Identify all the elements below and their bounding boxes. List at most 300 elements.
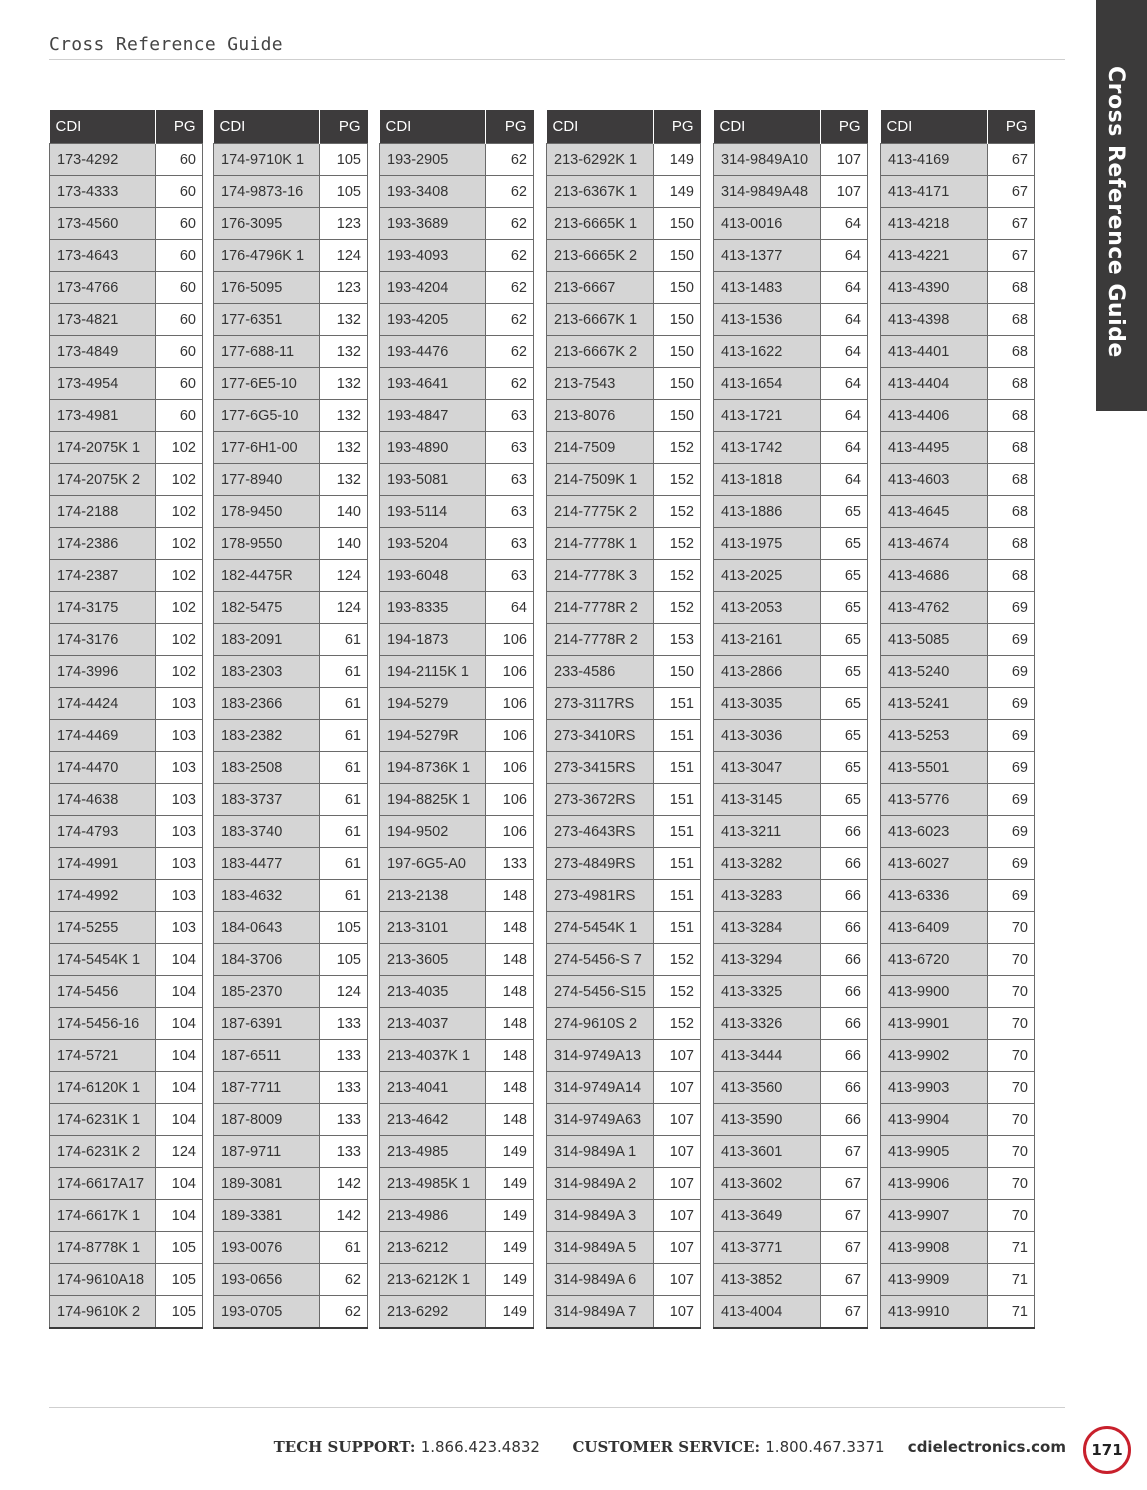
table-row bbox=[214, 880, 368, 912]
pg-column-header: PG bbox=[821, 110, 868, 144]
cdi-part-number: 174-4638 bbox=[50, 784, 156, 816]
page-reference: 142 bbox=[320, 1168, 368, 1200]
cdi-part-number: 274-5456-S15 bbox=[547, 976, 654, 1008]
table-row bbox=[214, 336, 368, 368]
page-reference: 65 bbox=[821, 720, 868, 752]
table-row bbox=[881, 560, 1035, 592]
cdi-part-number: 413-3326 bbox=[714, 1008, 821, 1040]
cdi-part-number: 413-9910 bbox=[881, 1296, 988, 1329]
table-header-row bbox=[881, 110, 1035, 144]
table-row bbox=[714, 784, 868, 816]
page-reference: 66 bbox=[821, 1104, 868, 1136]
cdi-part-number: 174-4469 bbox=[50, 720, 156, 752]
cdi-part-number: 177-6E5-10 bbox=[214, 368, 320, 400]
table-row bbox=[380, 240, 534, 272]
table-row bbox=[380, 976, 534, 1008]
page-reference: 67 bbox=[821, 1232, 868, 1264]
page-reference: 66 bbox=[821, 880, 868, 912]
table-row bbox=[881, 1072, 1035, 1104]
page-reference: 132 bbox=[320, 336, 368, 368]
table-row bbox=[714, 848, 868, 880]
cdi-part-number: 174-2075K 1 bbox=[50, 432, 156, 464]
table-row bbox=[881, 240, 1035, 272]
page-reference: 67 bbox=[821, 1136, 868, 1168]
page-reference: 102 bbox=[156, 656, 203, 688]
cdi-part-number: 189-3081 bbox=[214, 1168, 320, 1200]
page-reference: 133 bbox=[320, 1104, 368, 1136]
page-reference: 152 bbox=[654, 592, 701, 624]
cdi-part-number: 413-5253 bbox=[881, 720, 988, 752]
table-row bbox=[547, 688, 701, 720]
cdi-part-number: 184-0643 bbox=[214, 912, 320, 944]
cdi-part-number: 177-6G5-10 bbox=[214, 400, 320, 432]
table-row bbox=[50, 560, 203, 592]
table-row bbox=[714, 464, 868, 496]
table-row bbox=[881, 784, 1035, 816]
cdi-part-number: 413-9903 bbox=[881, 1072, 988, 1104]
page-reference: 64 bbox=[486, 592, 534, 624]
cdi-part-number: 413-4398 bbox=[881, 304, 988, 336]
page-number: 171 bbox=[1083, 1426, 1131, 1474]
page-reference: 68 bbox=[987, 336, 1034, 368]
page-reference: 148 bbox=[486, 1008, 534, 1040]
table-row bbox=[714, 304, 868, 336]
cdi-part-number: 193-6048 bbox=[380, 560, 486, 592]
cdi-part-number: 413-4171 bbox=[881, 176, 988, 208]
cdi-part-number: 413-4762 bbox=[881, 592, 988, 624]
page-reference: 67 bbox=[821, 1200, 868, 1232]
cdi-part-number: 413-1818 bbox=[714, 464, 821, 496]
page-reference: 133 bbox=[320, 1040, 368, 1072]
page-reference: 68 bbox=[987, 304, 1034, 336]
cdi-part-number: 182-4475R bbox=[214, 560, 320, 592]
table-row bbox=[881, 208, 1035, 240]
cdi-part-number: 413-5240 bbox=[881, 656, 988, 688]
table-row bbox=[380, 528, 534, 560]
table-row bbox=[547, 1136, 701, 1168]
page-reference: 149 bbox=[486, 1200, 534, 1232]
table-row bbox=[214, 592, 368, 624]
cdi-part-number: 213-6367K 1 bbox=[547, 176, 654, 208]
page-reference: 104 bbox=[156, 976, 203, 1008]
table-row bbox=[547, 208, 701, 240]
cdi-part-number: 314-9749A14 bbox=[547, 1072, 654, 1104]
page-reference: 132 bbox=[320, 400, 368, 432]
page-reference: 68 bbox=[987, 528, 1034, 560]
cdi-column-header: CDI bbox=[881, 110, 988, 144]
page-reference: 70 bbox=[987, 976, 1034, 1008]
page-reference: 133 bbox=[486, 848, 534, 880]
table-row bbox=[547, 432, 701, 464]
table-row bbox=[50, 1008, 203, 1040]
page-reference: 104 bbox=[156, 944, 203, 976]
cdi-part-number: 413-9905 bbox=[881, 1136, 988, 1168]
cdi-part-number: 413-4686 bbox=[881, 560, 988, 592]
table-header-row bbox=[380, 110, 534, 144]
page-reference: 63 bbox=[486, 528, 534, 560]
table-row bbox=[547, 400, 701, 432]
table-row bbox=[714, 1072, 868, 1104]
table-row bbox=[547, 592, 701, 624]
table-row bbox=[881, 464, 1035, 496]
table-row bbox=[380, 1232, 534, 1264]
cdi-part-number: 184-3706 bbox=[214, 944, 320, 976]
pg-column-header: PG bbox=[654, 110, 701, 144]
cdi-part-number: 213-3605 bbox=[380, 944, 486, 976]
page-reference: 69 bbox=[987, 752, 1034, 784]
cdi-part-number: 174-9873-16 bbox=[214, 176, 320, 208]
table-row bbox=[881, 656, 1035, 688]
page-reference: 71 bbox=[987, 1296, 1034, 1329]
page-reference: 150 bbox=[654, 336, 701, 368]
page-reference: 64 bbox=[821, 336, 868, 368]
cdi-part-number: 174-8778K 1 bbox=[50, 1232, 156, 1264]
cdi-part-number: 174-9610A18 bbox=[50, 1264, 156, 1296]
cdi-part-number: 214-7775K 2 bbox=[547, 496, 654, 528]
cdi-column-header: CDI bbox=[380, 110, 486, 144]
table-row bbox=[714, 528, 868, 560]
cdi-part-number: 183-4632 bbox=[214, 880, 320, 912]
page-reference: 65 bbox=[821, 752, 868, 784]
customer-service-number: 1.800.467.3371 bbox=[765, 1438, 885, 1456]
table-row bbox=[547, 976, 701, 1008]
cdi-part-number: 413-3282 bbox=[714, 848, 821, 880]
table-row bbox=[714, 944, 868, 976]
table-row bbox=[214, 176, 368, 208]
page-reference: 60 bbox=[156, 272, 203, 304]
cdi-part-number: 413-3325 bbox=[714, 976, 821, 1008]
table-row bbox=[50, 1168, 203, 1200]
page-reference: 67 bbox=[987, 208, 1034, 240]
cdi-part-number: 413-4004 bbox=[714, 1296, 821, 1329]
cdi-part-number: 413-1886 bbox=[714, 496, 821, 528]
table-row bbox=[50, 400, 203, 432]
cdi-part-number: 314-9849A 2 bbox=[547, 1168, 654, 1200]
cdi-part-number: 413-9908 bbox=[881, 1232, 988, 1264]
cdi-part-number: 193-4476 bbox=[380, 336, 486, 368]
table-row bbox=[881, 976, 1035, 1008]
table-row bbox=[714, 1296, 868, 1329]
page-reference: 107 bbox=[654, 1264, 701, 1296]
page-reference: 140 bbox=[320, 528, 368, 560]
page-reference: 140 bbox=[320, 496, 368, 528]
page-reference: 103 bbox=[156, 816, 203, 848]
table-row bbox=[714, 1232, 868, 1264]
cdi-part-number: 174-4793 bbox=[50, 816, 156, 848]
table-row bbox=[50, 1136, 203, 1168]
table-row bbox=[380, 304, 534, 336]
table-row bbox=[214, 1296, 368, 1329]
cdi-part-number: 193-4890 bbox=[380, 432, 486, 464]
table-row bbox=[547, 752, 701, 784]
table-row bbox=[714, 752, 868, 784]
table-row bbox=[50, 752, 203, 784]
page-reference: 133 bbox=[320, 1136, 368, 1168]
cdi-part-number: 413-3294 bbox=[714, 944, 821, 976]
table-row bbox=[214, 528, 368, 560]
page-reference: 105 bbox=[320, 912, 368, 944]
cdi-part-number: 413-9904 bbox=[881, 1104, 988, 1136]
table-row bbox=[714, 1104, 868, 1136]
page-reference: 67 bbox=[987, 240, 1034, 272]
cdi-part-number: 174-2075K 2 bbox=[50, 464, 156, 496]
page-reference: 152 bbox=[654, 432, 701, 464]
page-reference: 68 bbox=[987, 368, 1034, 400]
table-row bbox=[714, 1040, 868, 1072]
table-row bbox=[881, 1008, 1035, 1040]
table-row bbox=[380, 1168, 534, 1200]
page-reference: 60 bbox=[156, 336, 203, 368]
table-row bbox=[714, 272, 868, 304]
page-reference: 69 bbox=[987, 784, 1034, 816]
table-row bbox=[380, 880, 534, 912]
cdi-part-number: 413-4221 bbox=[881, 240, 988, 272]
cdi-part-number: 183-4477 bbox=[214, 848, 320, 880]
page-reference: 107 bbox=[821, 144, 868, 176]
page-reference: 152 bbox=[654, 496, 701, 528]
cdi-part-number: 174-5456 bbox=[50, 976, 156, 1008]
page-reference: 149 bbox=[486, 1232, 534, 1264]
table-row bbox=[50, 496, 203, 528]
cdi-part-number: 174-4424 bbox=[50, 688, 156, 720]
cdi-part-number: 314-9749A13 bbox=[547, 1040, 654, 1072]
cdi-part-number: 197-6G5-A0 bbox=[380, 848, 486, 880]
page-reference: 124 bbox=[320, 976, 368, 1008]
page-reference: 61 bbox=[320, 656, 368, 688]
cdi-part-number: 274-5456-S 7 bbox=[547, 944, 654, 976]
page-reference: 60 bbox=[156, 304, 203, 336]
page-reference: 62 bbox=[486, 368, 534, 400]
cdi-part-number: 413-4390 bbox=[881, 272, 988, 304]
cdi-part-number: 273-4849RS bbox=[547, 848, 654, 880]
table-row bbox=[547, 912, 701, 944]
table-row bbox=[380, 432, 534, 464]
table-row bbox=[214, 240, 368, 272]
table-row bbox=[380, 1040, 534, 1072]
cdi-part-number: 413-4603 bbox=[881, 464, 988, 496]
page-reference: 102 bbox=[156, 560, 203, 592]
table-row bbox=[714, 336, 868, 368]
cdi-part-number: 314-9849A10 bbox=[714, 144, 821, 176]
page-reference: 149 bbox=[486, 1296, 534, 1329]
page-reference: 150 bbox=[654, 272, 701, 304]
table-row bbox=[50, 688, 203, 720]
table-row bbox=[547, 880, 701, 912]
cdi-part-number: 413-4218 bbox=[881, 208, 988, 240]
page-reference: 66 bbox=[821, 1040, 868, 1072]
page-reference: 124 bbox=[320, 240, 368, 272]
page-reference: 152 bbox=[654, 944, 701, 976]
page-reference: 103 bbox=[156, 720, 203, 752]
table-row bbox=[881, 912, 1035, 944]
page-reference: 66 bbox=[821, 816, 868, 848]
page-reference: 152 bbox=[654, 560, 701, 592]
cdi-part-number: 214-7509 bbox=[547, 432, 654, 464]
page-reference: 63 bbox=[486, 464, 534, 496]
table-row bbox=[214, 976, 368, 1008]
cdi-part-number: 274-9610S 2 bbox=[547, 1008, 654, 1040]
table-row bbox=[881, 944, 1035, 976]
table-row bbox=[214, 1200, 368, 1232]
page-reference: 104 bbox=[156, 1008, 203, 1040]
cdi-part-number: 174-2188 bbox=[50, 496, 156, 528]
table-row bbox=[214, 1232, 368, 1264]
table-row bbox=[714, 1008, 868, 1040]
table-row bbox=[380, 784, 534, 816]
cdi-part-number: 213-6667K 2 bbox=[547, 336, 654, 368]
cdi-part-number: 413-3602 bbox=[714, 1168, 821, 1200]
page-reference: 107 bbox=[654, 1168, 701, 1200]
table-row bbox=[380, 912, 534, 944]
cdi-part-number: 273-3672RS bbox=[547, 784, 654, 816]
cdi-part-number: 214-7778R 2 bbox=[547, 592, 654, 624]
cdi-part-number: 273-3117RS bbox=[547, 688, 654, 720]
cdi-part-number: 413-6409 bbox=[881, 912, 988, 944]
table-row bbox=[881, 1200, 1035, 1232]
cdi-part-number: 173-4821 bbox=[50, 304, 156, 336]
page-reference: 65 bbox=[821, 592, 868, 624]
table-header-row bbox=[714, 110, 868, 144]
page-reference: 70 bbox=[987, 1040, 1034, 1072]
table-row bbox=[380, 272, 534, 304]
table-row bbox=[547, 944, 701, 976]
page-reference: 102 bbox=[156, 464, 203, 496]
cdi-part-number: 213-4985K 1 bbox=[380, 1168, 486, 1200]
cdi-part-number: 183-3740 bbox=[214, 816, 320, 848]
cdi-part-number: 413-1622 bbox=[714, 336, 821, 368]
page-reference: 148 bbox=[486, 1072, 534, 1104]
page-reference: 148 bbox=[486, 1104, 534, 1136]
page-reference: 65 bbox=[821, 624, 868, 656]
pg-column-header: PG bbox=[987, 110, 1034, 144]
page-reference: 107 bbox=[654, 1072, 701, 1104]
cdi-column-header: CDI bbox=[50, 110, 156, 144]
cdi-part-number: 413-3284 bbox=[714, 912, 821, 944]
cdi-part-number: 413-5776 bbox=[881, 784, 988, 816]
cdi-part-number: 173-4560 bbox=[50, 208, 156, 240]
page-reference: 62 bbox=[320, 1296, 368, 1329]
tech-support-number: 1.866.423.4832 bbox=[420, 1438, 540, 1456]
cdi-part-number: 213-6667K 1 bbox=[547, 304, 654, 336]
page-reference: 62 bbox=[486, 336, 534, 368]
table-row bbox=[881, 1168, 1035, 1200]
table-row bbox=[881, 880, 1035, 912]
table-row bbox=[881, 336, 1035, 368]
cdi-part-number: 273-3410RS bbox=[547, 720, 654, 752]
cdi-part-number: 174-3996 bbox=[50, 656, 156, 688]
table-row bbox=[214, 400, 368, 432]
page-reference: 104 bbox=[156, 1040, 203, 1072]
page-reference: 142 bbox=[320, 1200, 368, 1232]
cdi-part-number: 273-3415RS bbox=[547, 752, 654, 784]
table-row bbox=[380, 1264, 534, 1296]
table-row bbox=[214, 432, 368, 464]
table-row bbox=[380, 656, 534, 688]
cdi-part-number: 194-2115K 1 bbox=[380, 656, 486, 688]
page-reference: 64 bbox=[821, 368, 868, 400]
table-row bbox=[50, 944, 203, 976]
page-reference: 67 bbox=[821, 1296, 868, 1329]
page-reference: 150 bbox=[654, 656, 701, 688]
page-reference: 102 bbox=[156, 432, 203, 464]
table-row bbox=[714, 720, 868, 752]
table-row bbox=[214, 272, 368, 304]
cross-reference-table bbox=[379, 110, 534, 1329]
table-row bbox=[714, 880, 868, 912]
table-row bbox=[881, 624, 1035, 656]
page-reference: 62 bbox=[486, 176, 534, 208]
table-row bbox=[714, 912, 868, 944]
page-reference: 105 bbox=[156, 1296, 203, 1329]
table-row bbox=[214, 1040, 368, 1072]
table-row bbox=[50, 272, 203, 304]
page-reference: 104 bbox=[156, 1072, 203, 1104]
page-reference: 66 bbox=[821, 1072, 868, 1104]
page-reference: 64 bbox=[821, 400, 868, 432]
table-row bbox=[881, 304, 1035, 336]
page-reference: 103 bbox=[156, 784, 203, 816]
page-reference: 63 bbox=[486, 496, 534, 528]
page-reference: 150 bbox=[654, 368, 701, 400]
page-reference: 67 bbox=[987, 144, 1034, 176]
page-reference: 103 bbox=[156, 688, 203, 720]
cdi-part-number: 413-1377 bbox=[714, 240, 821, 272]
table-row bbox=[714, 176, 868, 208]
website-link[interactable]: cdielectronics.com bbox=[907, 1438, 1066, 1456]
cdi-part-number: 183-2366 bbox=[214, 688, 320, 720]
cdi-part-number: 189-3381 bbox=[214, 1200, 320, 1232]
cdi-part-number: 177-688-11 bbox=[214, 336, 320, 368]
page-reference: 153 bbox=[654, 624, 701, 656]
table-row bbox=[50, 1232, 203, 1264]
cdi-part-number: 193-0705 bbox=[214, 1296, 320, 1329]
page-reference: 66 bbox=[821, 976, 868, 1008]
cdi-column-header: CDI bbox=[714, 110, 821, 144]
page-reference: 62 bbox=[320, 1264, 368, 1296]
page-reference: 132 bbox=[320, 464, 368, 496]
cdi-part-number: 413-2053 bbox=[714, 592, 821, 624]
cdi-part-number: 193-4093 bbox=[380, 240, 486, 272]
cdi-part-number: 183-3737 bbox=[214, 784, 320, 816]
table-row bbox=[214, 1008, 368, 1040]
cdi-part-number: 413-4406 bbox=[881, 400, 988, 432]
page-reference: 68 bbox=[987, 496, 1034, 528]
table-row bbox=[380, 1008, 534, 1040]
cdi-part-number: 194-8825K 1 bbox=[380, 784, 486, 816]
table-row bbox=[50, 1104, 203, 1136]
page-reference: 106 bbox=[486, 688, 534, 720]
table-row bbox=[881, 1296, 1035, 1329]
table-row bbox=[547, 240, 701, 272]
page-reference: 105 bbox=[320, 176, 368, 208]
table-row bbox=[380, 1200, 534, 1232]
page-reference: 106 bbox=[486, 656, 534, 688]
table-row bbox=[881, 1232, 1035, 1264]
table-row bbox=[380, 464, 534, 496]
cdi-part-number: 413-2025 bbox=[714, 560, 821, 592]
page-reference: 151 bbox=[654, 880, 701, 912]
cdi-part-number: 193-4847 bbox=[380, 400, 486, 432]
page-reference: 69 bbox=[987, 848, 1034, 880]
cdi-part-number: 173-4643 bbox=[50, 240, 156, 272]
cdi-part-number: 214-7778K 1 bbox=[547, 528, 654, 560]
page-reference: 62 bbox=[486, 272, 534, 304]
customer-service-label: CUSTOMER SERVICE: bbox=[572, 1438, 761, 1456]
table-row bbox=[714, 1168, 868, 1200]
table-row bbox=[380, 944, 534, 976]
page-reference: 60 bbox=[156, 144, 203, 176]
cdi-part-number: 213-4986 bbox=[380, 1200, 486, 1232]
